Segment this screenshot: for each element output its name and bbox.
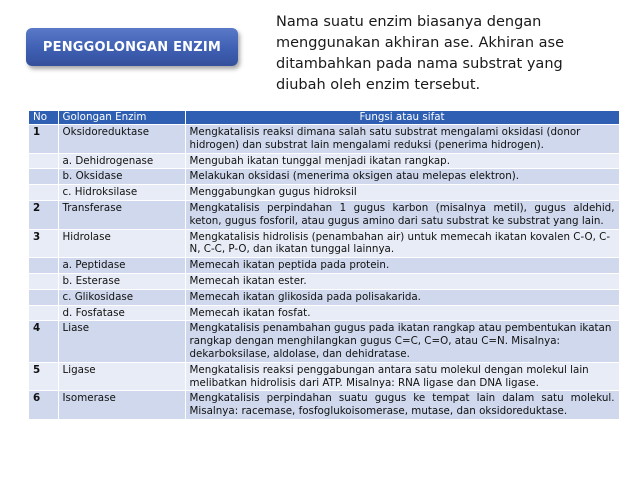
row-golongan: b. Esterase bbox=[58, 273, 185, 289]
header-fungsi: Fungsi atau sifat bbox=[185, 111, 619, 125]
table-header-row bbox=[29, 111, 619, 125]
row-golongan: a. Peptidase bbox=[58, 258, 185, 274]
row-fungsi: Menggabungkan gugus hidroksil bbox=[185, 185, 619, 201]
table-row bbox=[29, 125, 619, 154]
table-row bbox=[29, 229, 619, 258]
table-row bbox=[29, 153, 619, 169]
row-fungsi: Melakukan oksidasi (menerima oksigen atau melepas elektron). bbox=[185, 169, 619, 185]
row-golongan: b. Oksidase bbox=[58, 169, 185, 185]
table-row bbox=[29, 289, 619, 305]
row-no bbox=[29, 169, 58, 185]
table-row bbox=[29, 391, 619, 420]
row-no bbox=[29, 258, 58, 274]
row-no: 6 bbox=[29, 391, 58, 420]
row-no: 2 bbox=[29, 200, 58, 229]
row-no bbox=[29, 305, 58, 321]
row-golongan: d. Fosfatase bbox=[58, 305, 185, 321]
intro-line: diubah oleh enzim tersebut. bbox=[276, 77, 481, 93]
table-row bbox=[29, 321, 619, 362]
intro-paragraph bbox=[276, 12, 626, 96]
table-row bbox=[29, 169, 619, 185]
table-row bbox=[29, 273, 619, 289]
row-no bbox=[29, 185, 58, 201]
row-golongan: Ligase bbox=[58, 362, 185, 391]
header-no: No bbox=[29, 111, 58, 125]
row-fungsi: Mengkatalisis reaksi dimana salah satu substrat mengalami oksidasi (donor hidrogen) dan substrat lain mengalami reduksi (penerima hidrogen). bbox=[185, 125, 619, 154]
row-no: 1 bbox=[29, 125, 58, 154]
row-no: 5 bbox=[29, 362, 58, 391]
title-banner bbox=[26, 28, 238, 66]
row-golongan: a. Dehidrogenase bbox=[58, 153, 185, 169]
row-golongan: c. Hidroksilase bbox=[58, 185, 185, 201]
page-title: PENGGOLONGAN ENZIM bbox=[42, 39, 222, 55]
table-row bbox=[29, 200, 619, 229]
table-row bbox=[29, 362, 619, 391]
row-fungsi: Mengkatalisis perpindahan suatu gugus ke tempat lain dalam satu molekul. Misalnya: racemase, fosfoglukoisomerase, mutase, dan oksidoreduktase. bbox=[185, 391, 619, 420]
row-fungsi: Memecah ikatan ester. bbox=[185, 273, 619, 289]
row-golongan: Transferase bbox=[58, 200, 185, 229]
row-golongan: Hidrolase bbox=[58, 229, 185, 258]
row-golongan: c. Glikosidase bbox=[58, 289, 185, 305]
row-fungsi: Memecah ikatan fosfat. bbox=[185, 305, 619, 321]
intro-line: menggunakan akhiran ase. Akhiran ase bbox=[276, 35, 565, 51]
enzyme-classification-table bbox=[29, 111, 620, 420]
row-no bbox=[29, 289, 58, 305]
row-golongan: Oksidoreduktase bbox=[58, 125, 185, 154]
row-golongan: Isomerase bbox=[58, 391, 185, 420]
row-no: 4 bbox=[29, 321, 58, 362]
table-row bbox=[29, 258, 619, 274]
table-row bbox=[29, 185, 619, 201]
row-fungsi: Memecah ikatan glikosida pada polisakarida. bbox=[185, 289, 619, 305]
row-fungsi: Mengubah ikatan tunggal menjadi ikatan rangkap. bbox=[185, 153, 619, 169]
row-no bbox=[29, 153, 58, 169]
row-no: 3 bbox=[29, 229, 58, 258]
header-golongan: Golongan Enzim bbox=[58, 111, 185, 125]
row-fungsi: Mengkatalisis reaksi penggabungan antara satu molekul dengan molekul lain melibatkan hidrolisis dari ATP. Misalnya: RNA ligase dan DNA ligase. bbox=[185, 362, 619, 391]
row-golongan: Liase bbox=[58, 321, 185, 362]
row-fungsi: Mengkatalisis perpindahan 1 gugus karbon (misalnya metil), gugus aldehid, keton, gugus fosforil, atau gugus amino dari satu substrat ke substrat yang lain. bbox=[185, 200, 619, 229]
row-fungsi: Mengkatalisis hidrolisis (penambahan air) untuk memecah ikatan kovalen C-O, C-N, C-C, P-O, dan ikatan tunggal lainnya. bbox=[185, 229, 619, 258]
row-no bbox=[29, 273, 58, 289]
table-row bbox=[29, 305, 619, 321]
intro-line: ditambahkan pada nama substrat yang bbox=[276, 56, 563, 72]
row-fungsi: Mengkatalisis penambahan gugus pada ikatan rangkap atau pembentukan ikatan rangkap dengan menghilangkan gugus C=C, C=O, atau C=N. Misalnya: dekarboksilase, aldolase, dan dehidratase. bbox=[185, 321, 619, 362]
row-fungsi: Memecah ikatan peptida pada protein. bbox=[185, 258, 619, 274]
intro-line: Nama suatu enzim biasanya dengan bbox=[276, 14, 542, 30]
